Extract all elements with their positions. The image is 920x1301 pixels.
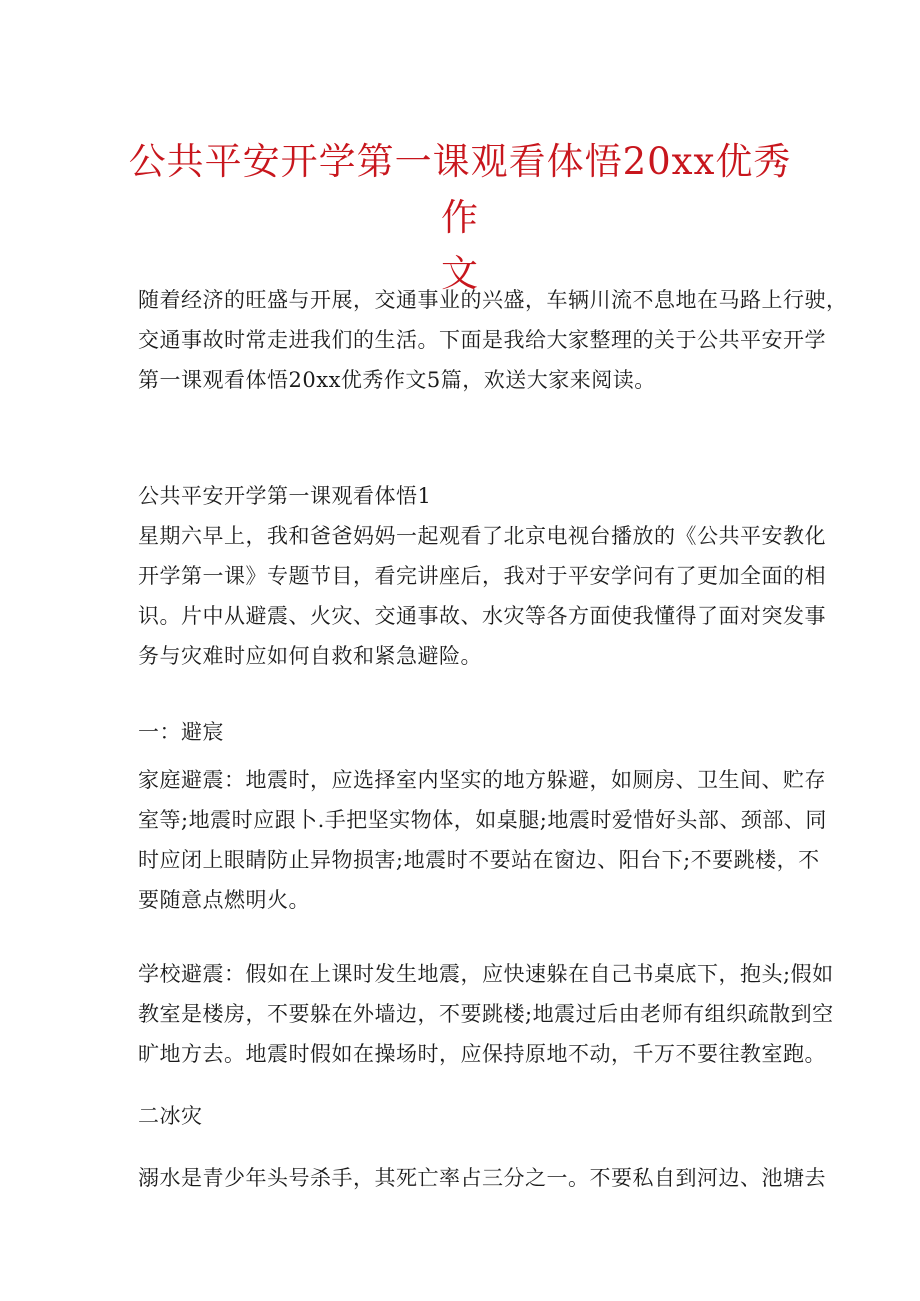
paragraph-3 <box>138 954 834 1074</box>
paragraph-line: 溺水是青少年头号杀手，其死亡率占三分之一。不要私自到河边、池塘去 <box>138 1166 826 1190</box>
paragraph-4 <box>138 1158 826 1198</box>
section-heading: 公共平安开学第一课观看体悟1 <box>138 484 432 508</box>
paragraph-2 <box>138 760 827 920</box>
paragraph-line: 星期六早上，我和爸爸妈妈一起观看了北京电视台播放的《公共平安教化 <box>138 524 826 548</box>
paragraph-line: 开学第一课》专题节目，看完讲座后，我对于平安学问有了更加全面的相 <box>138 564 826 588</box>
paragraph-line: 教室是楼房，不要躲在外墙边，不要跳楼;地震过后由老师有组织疏散到空 <box>138 1002 834 1026</box>
paragraph-1 <box>138 516 826 676</box>
paragraph-line: 室等;地震时应跟卜.手把坚实物体，如桌腿;地震时爱惜好头部、颈部、同 <box>138 808 827 832</box>
paragraph-line: 旷地方去。地震时假如在操场时，应保持原地不动，千万不要往教室跑。 <box>138 1042 826 1066</box>
paragraph-line: 时应闭上眼睛防止异物损害;地震时不要站在窗边、阳台下;不要跳楼，不 <box>138 848 820 872</box>
intro-line: 交通事故时常走进我们的生活。下面是我给大家整理的关于公共平安开学 <box>138 328 826 352</box>
paragraph-line: 识。片中从避震、火灾、交通事故、水灾等各方面使我懂得了面对突发事 <box>138 604 826 628</box>
paragraph-line: 学校避震：假如在上课时发生地震，应快速躲在自己书桌底下，抱头;假如 <box>138 962 834 986</box>
paragraph-line: 要随意点燃明火。 <box>138 888 310 912</box>
paragraph-line: 务与灾难时应如何自救和紧急避险。 <box>138 644 482 668</box>
paragraph-line: 家庭避震：地震时，应选择室内坚实的地方躲避，如厕房、卫生间、贮存 <box>138 768 826 792</box>
subheading-1: 一：避宸 <box>138 720 224 744</box>
title-line-2: 文 <box>441 252 479 295</box>
subheading-2: 二冰灾 <box>138 1104 203 1128</box>
intro-line: 第一课观看体悟20xx优秀作文5篇，欢送大家来阅读。 <box>138 368 656 392</box>
intro-paragraph <box>138 280 848 400</box>
intro-line: 随着经济的旺盛与开展，交通事业的兴盛，车辆川流不息地在马路上行驶， <box>138 288 848 312</box>
title-line-1: 公共平安开学第一课观看体悟20xx优秀作 <box>128 140 792 239</box>
document-title <box>120 134 800 302</box>
